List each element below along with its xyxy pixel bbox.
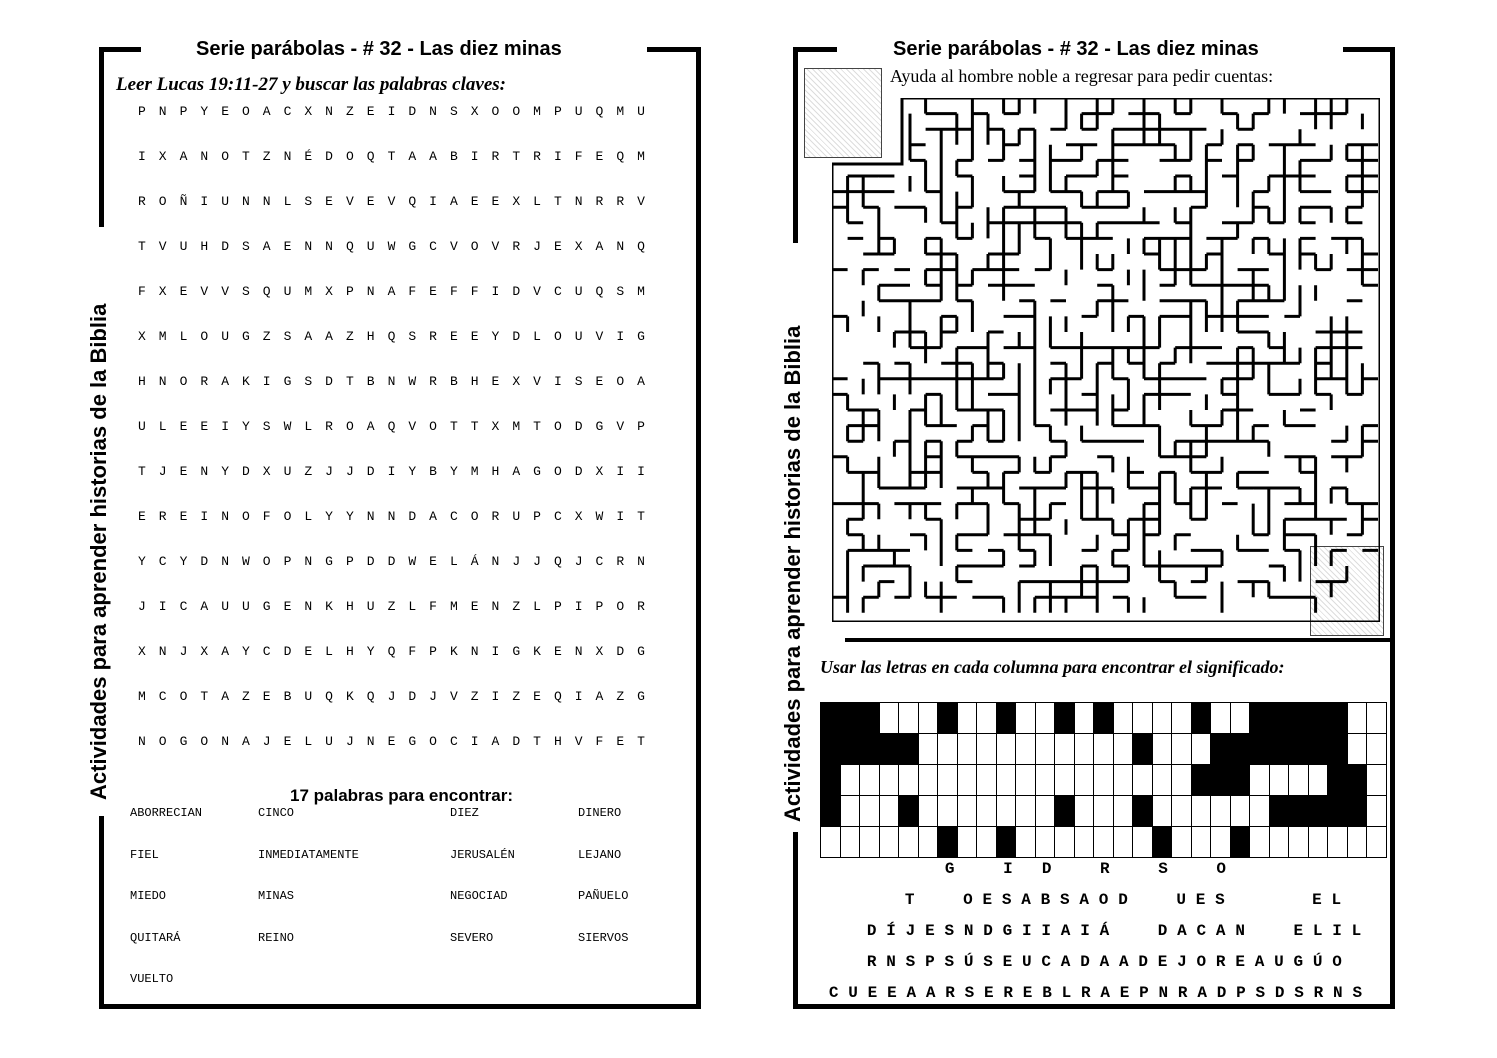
grid-row: T V U H D S A E N N Q U W G C V O V R J E X A N Q (138, 239, 645, 254)
grid-row: P N P Y E O A C X N Z E I D N S X O O M P U Q M U (138, 104, 645, 119)
word-item: INMEDIATAMENTE (258, 847, 359, 862)
word-item: NEGOCIAD (450, 889, 508, 903)
word-item: PAÑUELO (578, 889, 629, 903)
grid-row: E R E I N O F O L Y Y N N D A C O R U P C X W I T (138, 509, 645, 524)
grid-row: X N J X A Y C D E L H Y Q F P K N I G K E N X D G (138, 644, 645, 659)
letter-row: D Í J E S N D G I I A I Á D A C A N E L I L (866, 922, 1362, 940)
word-item: SIERVOS (578, 930, 629, 945)
right-section-divider (845, 638, 1390, 642)
grid-row: J I C A U U G E N K H U Z L F M E N Z L P I P O R (138, 599, 645, 614)
right-frame-left-top (793, 47, 798, 243)
left-frame-bottom (99, 1004, 701, 1009)
word-item: JERUSALÉN (450, 847, 515, 862)
crossword-grid (820, 702, 1387, 858)
word-item: VUELTO (130, 972, 174, 986)
word-item: CINCO (258, 806, 295, 820)
maze-instruction: Ayuda al hombre noble a regresar para pedir cuentas: (890, 66, 1274, 86)
word-item: REINO (258, 930, 295, 945)
left-page-header: Serie parábolas - # 32 - Las diez minas (196, 38, 562, 60)
maze-walls (832, 98, 1380, 622)
left-side-title: Actividades para aprender historias de la Biblia (86, 303, 111, 800)
word-item: QUITARÁ (130, 930, 181, 945)
right-frame-left-bottom (793, 832, 798, 1009)
word-item: MINAS (258, 889, 295, 903)
grid-row: I X A N O T Z N É D O Q T A A B I R T R I F E Q M (138, 149, 645, 164)
letter-row: G I D R S O (944, 860, 1226, 878)
right-frame-bottom (793, 1004, 1395, 1009)
grid-row: T J E N Y D X U Z J J D I Y B Y M H A G O D X I I (138, 464, 645, 479)
word-item: SEVERO (450, 930, 494, 945)
word-item: FIEL (130, 847, 159, 862)
words-title: 17 palabras para encontrar: (290, 786, 513, 805)
left-frame-right (696, 47, 701, 1009)
wordsearch-instruction: Leer Lucas 19:11-27 y buscar las palabras claves: (116, 74, 506, 95)
letter-row: T O E S A B S A O D U E S E L (904, 891, 1342, 909)
letter-row: C U E E A A R S E R E B L R A E P N R A D P S D S R N S (828, 984, 1363, 1002)
right-side-title: Actividades para aprender historias de la Biblia (780, 325, 805, 822)
word-item: ABORRECIAN (130, 806, 203, 820)
grid-row: M C O T A Z E B U Q K Q J D J V Z I Z E Q I A Z G (138, 689, 645, 704)
grid-row: X M L O U G Z S A A Z H Q S R E E Y D L O U V I G (138, 329, 645, 344)
grid-row: F X E V V S Q U M X P N A F E F F I D V C U Q S M (138, 284, 645, 299)
right-frame-top-right (1343, 47, 1395, 52)
word-item: LEJANO (578, 847, 622, 862)
grid-row: U L E E I Y S W L R O A Q V O T T X M T O D G V P (138, 419, 645, 434)
left-frame-top-left (99, 47, 141, 52)
grid-row: Y C Y D N W O P N G P D D W E L Á N J J Q J C R N (138, 554, 645, 569)
letter-row: R N S P S Ú S E U C A D A A D E J O R E A U G Ú O (866, 953, 1342, 971)
maze (832, 98, 1380, 622)
left-frame-left-bottom (99, 816, 104, 1009)
right-frame-right (1390, 47, 1395, 1009)
right-page-header: Serie parábolas - # 32 - Las diez minas (893, 38, 1259, 60)
word-item: MIEDO (130, 889, 167, 903)
left-frame-top-right (647, 47, 701, 52)
right-frame-top-left (793, 47, 837, 52)
word-item: DINERO (578, 806, 622, 820)
puzzle-instruction: Usar las letras en cada columna para encontrar el significado: (820, 657, 1285, 677)
grid-row: N O G O N A J E L U J N E G O C I A D T H V F E T (138, 734, 645, 749)
grid-row: H N O R A K I G S D T B N W R B H E X V I S E O A (138, 374, 645, 389)
grid-row: R O Ñ I U N N L S E V E V Q I A E E X L T N R R V (138, 194, 645, 209)
left-frame-left-top (99, 47, 104, 227)
word-item: DIEZ (450, 806, 479, 820)
